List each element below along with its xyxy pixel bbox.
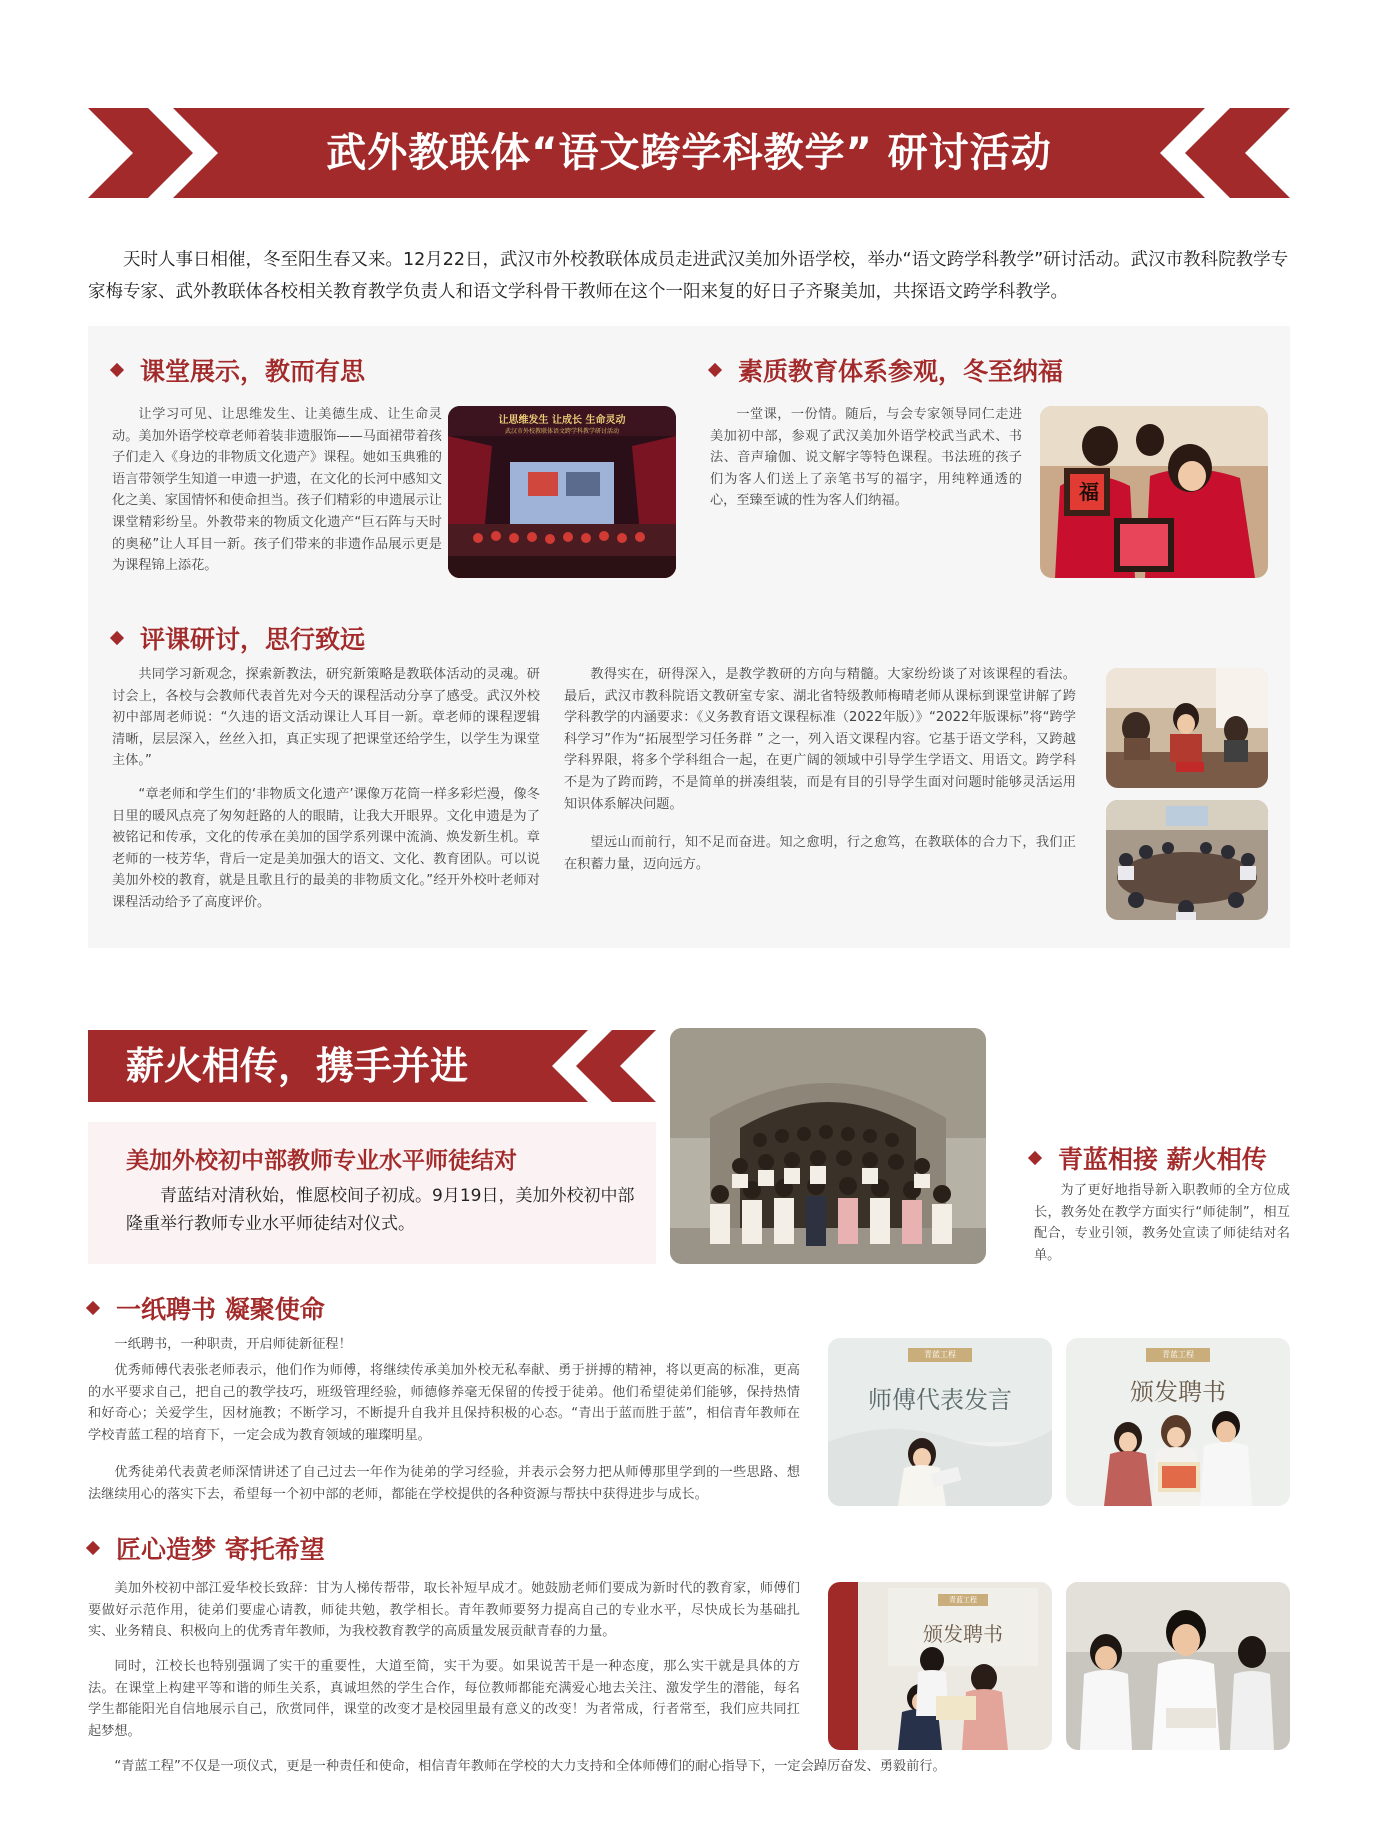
review-text-4: 望远山而前行，知不足而奋进。知之愈明，行之愈笃，在教联体的合力下，我们正在积蓄力量，迈向远方。 [564,835,1076,872]
mentor-photo-title: 师傅代表发言 [868,1386,1012,1414]
section-heading-text: 素质教育体系参观，冬至纳福 [738,357,1064,386]
mentor-speech-photo [828,1338,1052,1506]
review-text-2: “章老师和学生们的‘非物质文化遗产’课像万花筒一样多彩烂漫，像冬日里的暖风点亮了匆匆赶路的人的眼睛，让我大开眼界。文化申遗是为了被铭记和传承，文化的传承在美加的国学系列课中流淌、焕发新生机。章老师的一枝芳华，背后一定是美加强大的语文、文化、教育团队。可以说美加外校的教育，就是且歌且行的最美的非物质文化。”经开外校叶老师对课程活动给予了高度评价。 [112,787,540,910]
review-text-1: 共同学习新观念，探索新教法，研究新策略是教联体活动的灵魂。研讨会上，各校与会教师代表首先对今天的课程活动分享了感受。武汉外校初中部周老师说：“久违的语文活动课让人耳目一新。章老师的课程逻辑清晰，层层深入，丝丝入扣，真正实现了把课堂还给学生，以学生为课堂主体。” [112,667,540,769]
section-heading-classroom [112,352,365,388]
section-heading-text: 青蓝相接 薪火相传 [1058,1145,1267,1174]
jiangxin-text-2: 同时，江校长也特别强调了实干的重要性，大道至简，实干为要。如果说苦干是一种态度，那么实干就是具体的方法。在课堂上构建平等和谐的师生关系，真诚坦然的学生合作，每位教师都能充满爱心地去关注、激发学生的潜能，每名学生都能阳光自信地展示自己，欣赏同伴，课堂的改变才是校园里最有意义的改变！为者常成，行者常至，我们应共同扛起梦想。 [88,1659,800,1739]
section-heading-review [112,620,365,656]
principal-cert-photo [828,1582,1052,1750]
top-banner [88,108,1290,198]
diamond-icon [110,631,124,645]
pairing-text: 青蓝结对清秋始，惟愿校间子初成。9月19日，美加外校初中部隆重举行教师专业水平师徒结对仪式。 [126,1186,635,1234]
pinshu-text-1: 一纸聘书，一种职责，开启师徒新征程！ [114,1337,352,1352]
section-heading-visit [710,352,1063,388]
section-heading-pinshu [88,1290,325,1326]
visit-text: 一堂课，一份情。随后，与会专家领导同仁走进美加初中部，参观了武汉美加外语学校武当武术、书法、音声瑜伽、说文解字等特色课程。书法班的孩子们为客人们送上了亲笔书写的福字，用纯粹通透的心，至臻至诚的性为客人们纳福。 [710,407,1022,509]
diamond-icon [110,363,124,377]
diamond-icon [86,1541,100,1555]
pinshu-text-3: 优秀徒弟代表黄老师深情讲述了自己过去一年作为徒弟的学习经验，并表示会努力把从师傅那里学到的一些思路、想法继续用心的落实下去，希望每一个初中部的老师，都能在学校提供的各种资源与帮扶中获得进步与成长。 [88,1465,800,1502]
calligraphy-photo [1040,406,1268,578]
stage-banner-sub: 武汉市外校教联体语文跨学科教学研讨活动 [504,428,619,435]
section-heading-text: 匠心造梦 寄托希望 [116,1535,325,1564]
pairing-title: 美加外校初中部教师专业水平师徒结对 [126,1148,517,1174]
cert-photo-title: 颁发聘书 [1130,1378,1226,1406]
meeting-photo-2 [1106,800,1268,920]
section-heading-text: 一纸聘书 凝聚使命 [116,1295,325,1324]
qinglan-text: 为了更好地指导新入职教师的全方位成长，教务处在教学方面实行“师徒制”，相互配合，专业引领，教务处宣读了师徒结对名单。 [1034,1183,1290,1263]
pinshu-text-2: 优秀师傅代表张老师表示，他们作为师傅，将继续传承美加外校无私奉献、勇于拼搏的精神，将以更高的标准，更高的水平要求自己，把自己的教学技巧，班级管理经验，师德修养毫无保留的传授于徒弟。他们希望徒弟们能够，保持热情和好奇心；关爱学生，因材施教；不断学习，不断提升自我并且保持积极的心态。“青出于蓝而胜于蓝”，相信青年教师在学校青蓝工程的培育下，一定会成为教育领域的璀璨明星。 [88,1363,800,1443]
part2-title: 薪火相传，携手并进 [126,1044,469,1088]
group-photo [670,1028,986,1264]
section-heading-text: 评课研讨，思行致远 [140,625,366,654]
diamond-icon [1028,1151,1042,1165]
classroom-photo [448,406,676,578]
cert-photo-banner: 青蓝工程 [1162,1350,1194,1359]
jiangxin-text-1: 美加外校初中部江爱华校长致辞：甘为人梯传帮带，取长补短早成才。她鼓励老师们要成为新时代的教育家，师傅们要做好示范作用，徒弟们要虚心请教，师徒共勉，教学相长。青年教师要努力提高自己的专业水平，尽快成长为基础扎实、业务精良、积极向上的优秀青年教师，为我校教育教学的高质量发展贡献青春的力量。 [88,1581,800,1640]
certificate-photo-1 [1066,1338,1290,1506]
classroom-text: 让学习可见、让思维发生、让美德生成、让生命灵动。美加外语学校章老师着装非遗服饰——马面裙带着孩子们走入《身边的非物质文化遗产》课程。她如玉典雅的语言带领学生知道一申遗一护遗，在文化的长河中感知文化之美、家国情怀和使命担当。孩子们精彩的申遗展示让课堂精彩纷呈。外教带来的物质文化遗产“巨石阵与天时的奥秘”让人耳目一新。孩子们带来的非遗作品展示更是为课程锦上添花。 [112,407,442,574]
intro-paragraph: 天时人事日相催，冬至阳生春又来。12月22日，武汉市外校教联体成员走进武汉美加外语学校，举办“语文跨学科教学”研讨活动。武汉市教科院教学专家梅专家、武外教联体各校相关教育教学负责人和语文学科骨干教师在这个一阳来复的好日子齐聚美加，共探语文跨学科教学。 [88,250,1289,302]
stage-banner-text: 让思维发生 让成长 生命灵动 [498,415,626,426]
meeting-photo-1 [1106,668,1268,788]
fu-character: 福 [1079,480,1099,504]
section-heading-text: 课堂展示，教而有思 [140,357,366,386]
teachers-seated-photo [1066,1582,1290,1750]
section-heading-qinglan [1030,1140,1267,1176]
page-title: 武外教联体“语文跨学科教学” 研讨活动 [326,130,1052,176]
principal-photo-title: 颁发聘书 [923,1622,1003,1646]
review-text-3: 教得实在，研得深入，是教学教研的方向与精髓。大家纷纷谈了对该课程的看法。最后，武汉市教科院语文教研室专家、湖北省特级教师梅晴老师从课标到课堂讲解了跨学科教学的内涵要求：《义务教育语文课程标准（2022年版）》“2022年版课标”将“跨学科学习”作为“拓展型学习任务群 ” 之一，列入语文课程内容。它基于语文学科，又跨越学科界限，将多个学科组合一起，在更广阔的领域中引导学生学语文、用语文。跨学科不是为了跨而跨，不是简单的拼凑组装，而是有目的引导学生面对问题时能够灵活运用知识体系解决问题。 [564,667,1076,812]
mentor-photo-banner: 青蓝工程 [924,1350,956,1359]
principal-photo-banner: 青蓝工程 [949,1596,977,1604]
closing-text: “青蓝工程”不仅是一项仪式，更是一种责任和使命，相信青年教师在学校的大力支持和全体师傅们的耐心指导下，一定会踔厉奋发、勇毅前行。 [114,1759,946,1774]
diamond-icon [708,363,722,377]
diamond-icon [86,1301,100,1315]
part2-banner [88,1030,656,1102]
section-heading-jiangxin [88,1530,325,1566]
